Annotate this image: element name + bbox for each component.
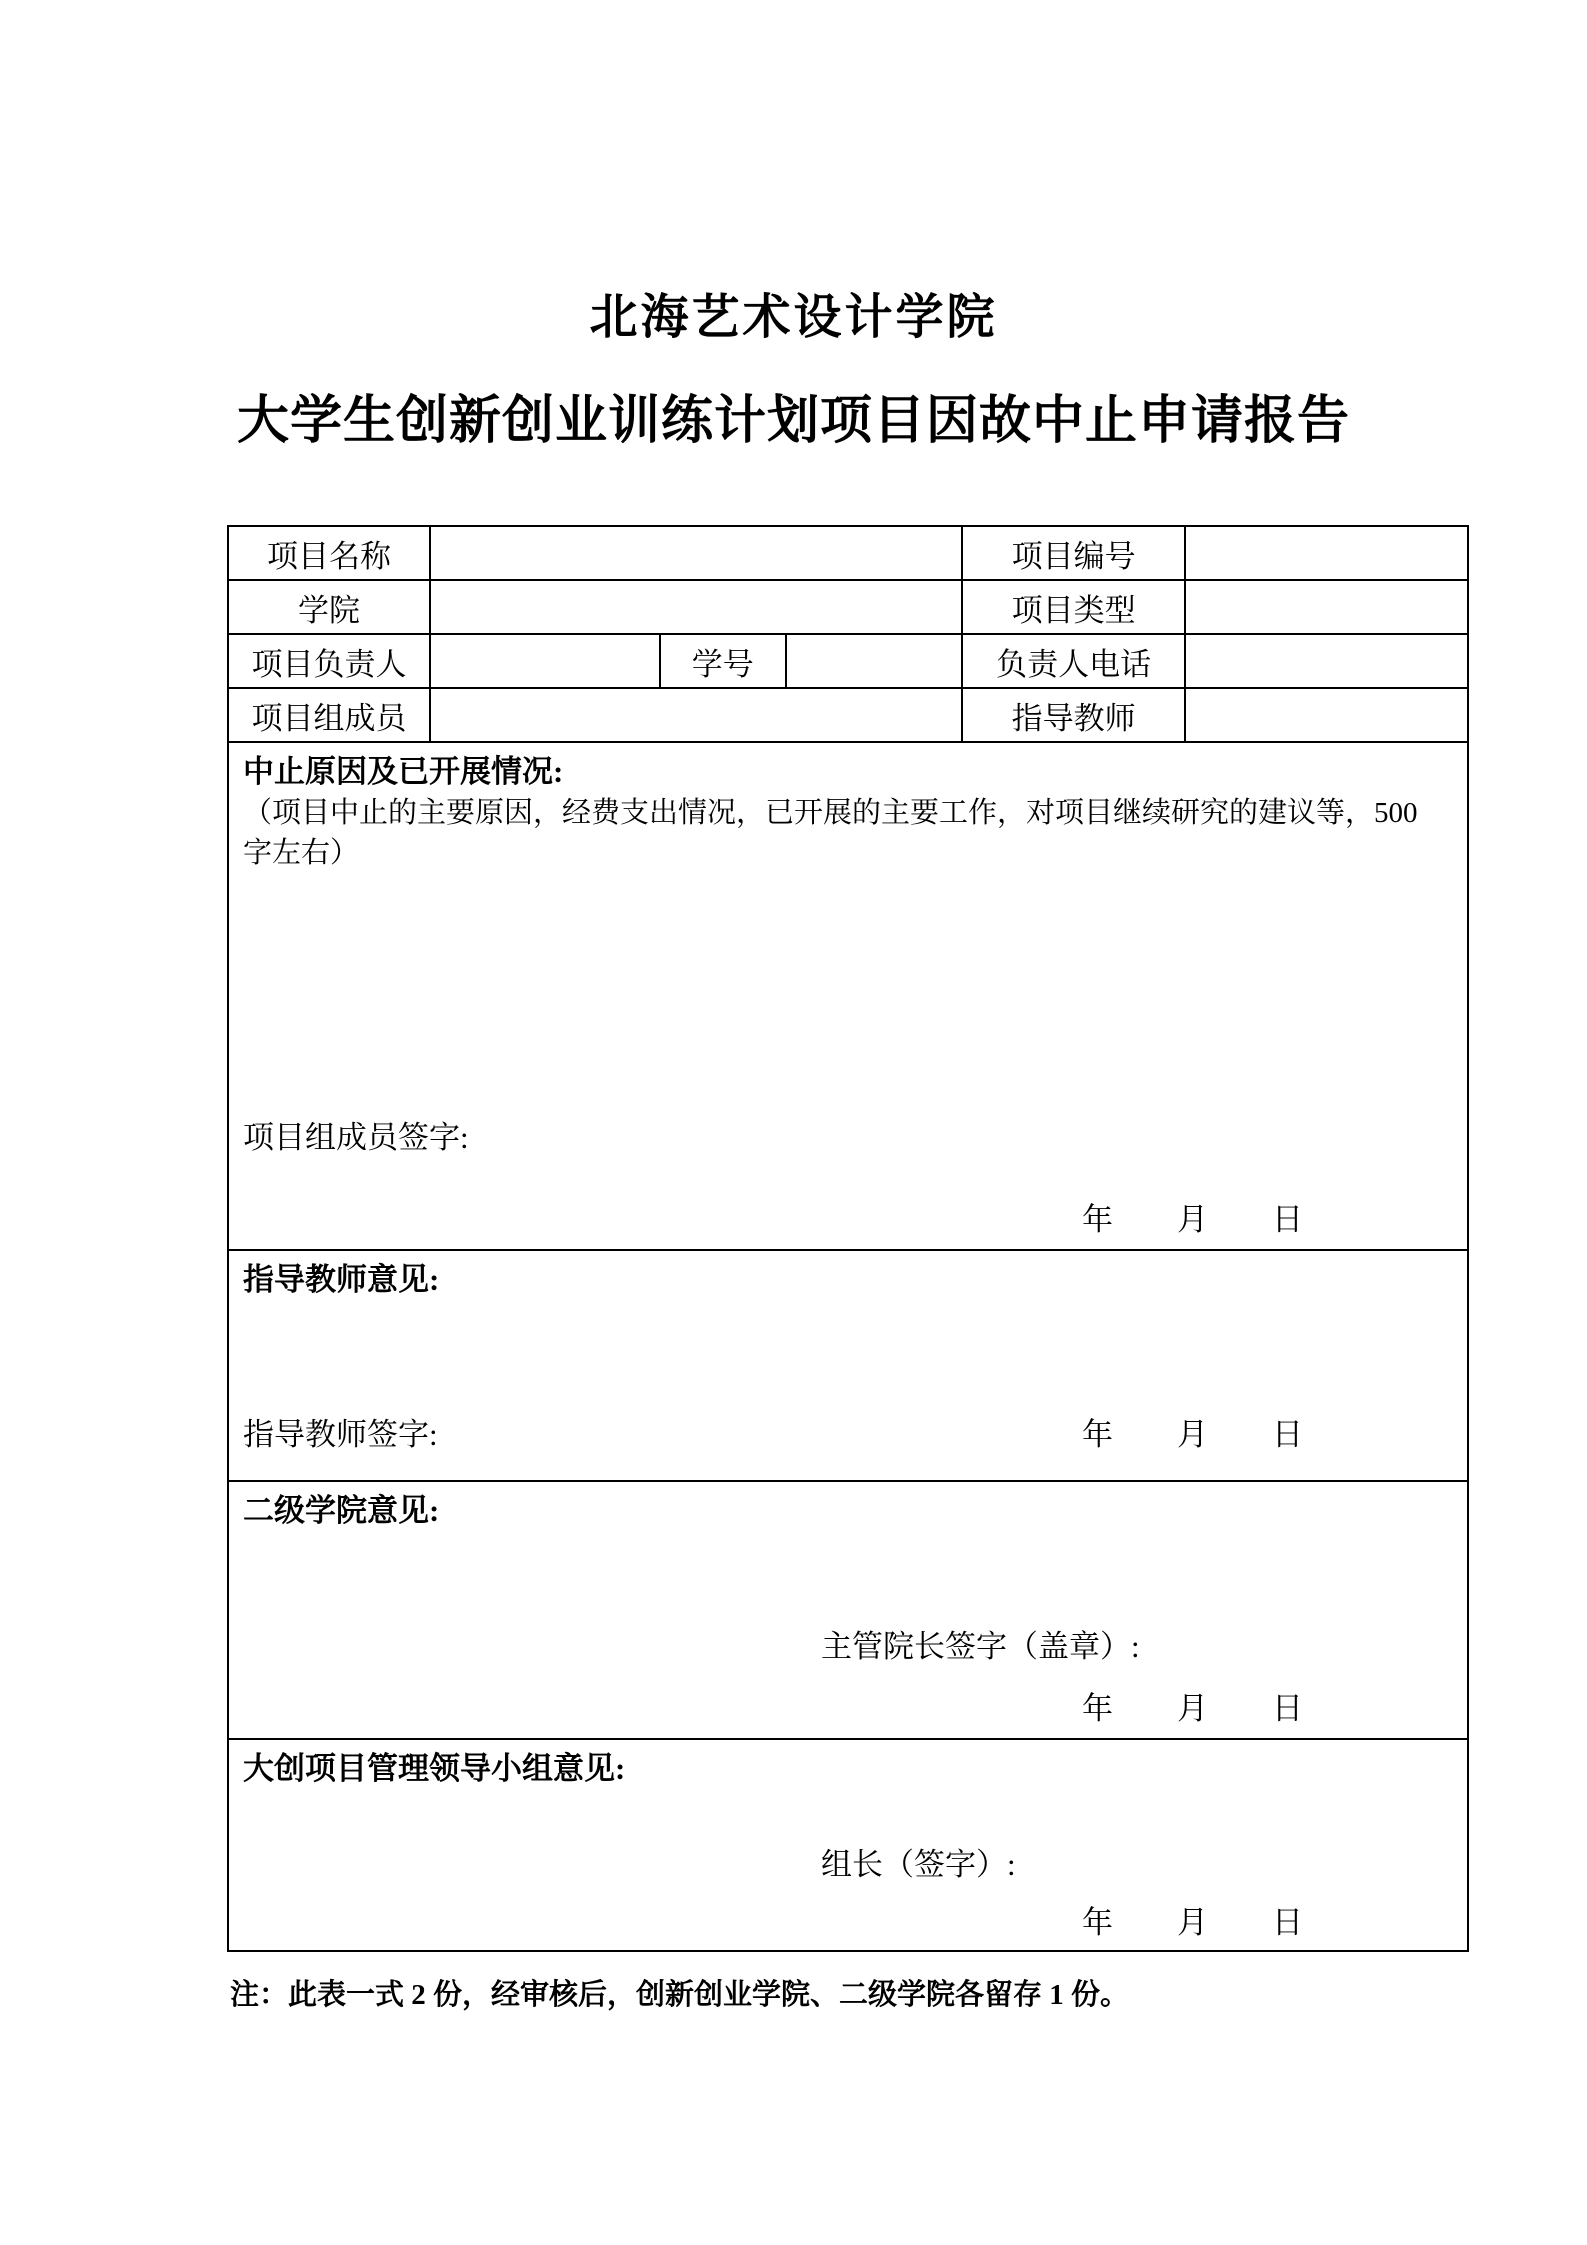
termination-text-area[interactable]	[243, 873, 1453, 1119]
committee-opinion-text-area[interactable]	[243, 1790, 1453, 1846]
termination-instructions: （项目中止的主要原因，经费支出情况，已开展的主要工作，对项目继续研究的建议等，500 字左右）	[243, 797, 1418, 869]
members-label: 项目组成员	[228, 688, 430, 742]
college-opinion-heading: 二级学院意见:	[243, 1493, 440, 1528]
month-label: 月	[1177, 1905, 1208, 1940]
student-id-label: 学号	[660, 634, 786, 688]
day-label: 日	[1272, 1417, 1303, 1452]
month-label: 月	[1177, 1202, 1208, 1237]
student-id-field[interactable]	[786, 634, 962, 688]
college-date-line	[243, 1690, 1453, 1728]
row-members	[228, 688, 1468, 742]
members-field[interactable]	[430, 688, 962, 742]
day-label: 日	[1272, 1905, 1303, 1940]
dean-signature-label: 主管院长签字（盖章）:	[821, 1629, 1140, 1664]
footer-note: 注：此表一式 2 份，经审核后，创新创业学院、二级学院各留存 1 份。	[230, 1979, 1130, 2011]
committee-date-line	[243, 1904, 1453, 1942]
row-committee-opinion-section	[228, 1739, 1468, 1951]
termination-section	[229, 743, 1467, 1249]
college-opinion-section	[229, 1482, 1467, 1738]
leader-phone-label: 负责人电话	[962, 634, 1185, 688]
college-label: 学院	[228, 580, 430, 634]
month-label: 月	[1177, 1691, 1208, 1726]
leader-field[interactable]	[430, 634, 659, 688]
advisor-field[interactable]	[1185, 688, 1468, 742]
advisor-signature-row	[243, 1416, 1453, 1454]
advisor-opinion-text-area[interactable]	[243, 1301, 1453, 1416]
college-opinion-text-area[interactable]	[243, 1532, 1453, 1628]
form-title: 大学生创新创业训练计划项目因故中止申请报告	[236, 393, 1350, 450]
advisor-signature-label: 指导教师签字:	[243, 1417, 438, 1452]
group-leader-signature-label: 组长（签字）:	[821, 1847, 1016, 1882]
termination-date-line	[243, 1201, 1453, 1239]
project-type-label: 项目类型	[962, 580, 1185, 634]
advisor-opinion-heading: 指导教师意见:	[243, 1262, 440, 1297]
advisor-label: 指导教师	[962, 688, 1185, 742]
committee-opinion-heading: 大创项目管理领导小组意见:	[243, 1751, 626, 1786]
college-field[interactable]	[430, 580, 962, 634]
year-label: 年	[1082, 1202, 1113, 1237]
project-name-field[interactable]	[430, 526, 962, 580]
committee-opinion-section	[229, 1740, 1467, 1950]
year-label: 年	[1082, 1905, 1113, 1940]
row-college	[228, 580, 1468, 634]
row-leader	[228, 634, 1468, 688]
project-name-label: 项目名称	[228, 526, 430, 580]
project-number-field[interactable]	[1185, 526, 1468, 580]
year-label: 年	[1082, 1417, 1113, 1452]
application-form-table	[227, 525, 1469, 1952]
termination-heading: 中止原因及已开展情况:	[243, 754, 564, 789]
row-project-name	[228, 526, 1468, 580]
day-label: 日	[1272, 1202, 1303, 1237]
row-college-opinion-section	[228, 1481, 1468, 1739]
members-signature-label: 项目组成员签字:	[243, 1120, 469, 1155]
advisor-date-line	[438, 1416, 1453, 1454]
day-label: 日	[1272, 1691, 1303, 1726]
row-advisor-opinion-section	[228, 1250, 1468, 1481]
project-number-label: 项目编号	[962, 526, 1185, 580]
row-termination-section	[228, 742, 1468, 1250]
project-type-field[interactable]	[1185, 580, 1468, 634]
leader-label: 项目负责人	[228, 634, 430, 688]
year-label: 年	[1082, 1691, 1113, 1726]
institution-title: 北海艺术设计学院	[589, 291, 998, 344]
advisor-opinion-section	[229, 1251, 1467, 1480]
month-label: 月	[1177, 1417, 1208, 1452]
leader-phone-field[interactable]	[1185, 634, 1468, 688]
